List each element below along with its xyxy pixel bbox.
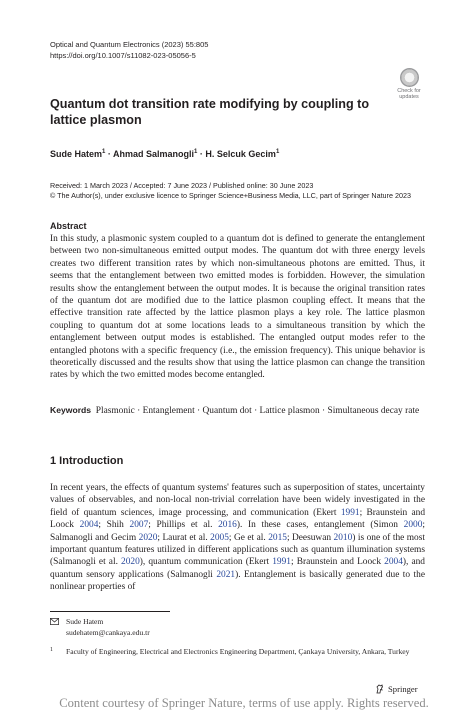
envelope-icon (50, 618, 59, 625)
citation-link[interactable]: 2000 (403, 520, 423, 531)
citation-link[interactable]: 2004 (384, 557, 403, 568)
paper-title: Quantum dot transition rate modifying by coupling to lattice plasmon (50, 97, 370, 127)
author-separator: · (105, 149, 114, 159)
corresponding-author-name: Sude Hatem (66, 617, 104, 626)
intro-text-segment: ; Shih (98, 520, 130, 531)
affiliation-text: Faculty of Engineering, Electrical and Electronics Engineering Department, Çankaya University, Ankara, Turkey (66, 647, 410, 656)
citation-link[interactable]: 2020 (121, 557, 140, 568)
copyright-notice: © The Author(s), under exclusive licence to Springer Science+Business Media, LLC, part of Springer Nature 2023 (50, 191, 411, 200)
author-name[interactable]: Sude Hatem (50, 149, 103, 159)
intro-text-segment: ) is one of the most important quantum features utilized in different applications such as quantum illumination systems (Salmanogli et al. (50, 532, 425, 568)
author-name[interactable]: H. Selcuk Gecim (205, 149, 276, 159)
author-affiliation-mark: 1 (102, 149, 106, 155)
abstract-heading: Abstract (50, 221, 87, 231)
citation-link[interactable]: 2016 (218, 520, 237, 531)
keywords-list: Plasmonic · Entanglement · Quantum dot · Lattice plasmon · Simultaneous decay rate (95, 406, 420, 416)
publication-dates: Received: 1 March 2023 / Accepted: 7 June 2023 / Published online: 30 June 2023 (50, 181, 314, 190)
intro-text-segment: ; Laurat et al. (157, 532, 211, 543)
author-name[interactable]: Ahmad Salmanogli (113, 149, 195, 159)
author-affiliation-mark: 1 (275, 149, 280, 155)
keywords (50, 404, 425, 417)
citation-link[interactable]: 2015 (268, 532, 287, 543)
footnote-divider (50, 611, 170, 612)
citation-link[interactable]: 2004 (79, 520, 99, 531)
intro-text-segment: ), and quantum sensory applications (Salmanogli (50, 557, 425, 580)
intro-text-segment: ; Ge et al. (228, 532, 269, 543)
intro-text-segment: ; Salmanogli and Gecim (50, 520, 425, 543)
affiliation-marker: 1 (50, 647, 53, 653)
citation-link[interactable]: 1991 (340, 507, 360, 518)
check-for-updates-badge[interactable] (393, 68, 425, 102)
doi-link[interactable]: https://doi.org/10.1007/s11082-023-05056-5 (50, 51, 196, 60)
courtesy-watermark: Content courtesy of Springer Nature, terms of use apply. Rights reserved. (59, 696, 429, 710)
citation-link[interactable]: 2007 (129, 520, 149, 531)
keywords-label: Keywords (50, 405, 92, 415)
citation-link[interactable]: 2020 (138, 532, 158, 543)
section-heading-introduction: 1 Introduction (50, 455, 124, 467)
intro-text-segment: ; Braunstein and Loock (290, 557, 385, 568)
intro-text-segment: ). Entanglement is basically generated due to the nonlinear properties of (50, 569, 425, 593)
springer-wordmark: Springer (388, 684, 418, 694)
intro-text-segment: In recent years, the effects of quantum systems' features such as superposition of states, uncertainty values of observables, and non-local non-trivial correlation have been widely investigated in the field of quantum sciences, image processing, and communication (Ekert (50, 483, 425, 518)
author-list (50, 149, 279, 159)
intro-text-segment: ; Braunstein and Loock (50, 507, 426, 531)
abstract-text: In this study, a plasmonic system coupled to a quantum dot is defined to generate the entanglement between two non-simultaneous emitted output modes. The quantum dot with three energy levels creates two different transition rates by which non-simultaneous photons are emitted. Thus, it seems that the entanglement between two emitted modes is forbidden. However, the simulation results show the entanglement between the output modes. It is because the original transition rates of the quantum dot are modified due to the lattice plasmon coupling effect. It means that the effective transition rate affected by the lattice plasmon plays a key role. The lattice plasmon coupling to quantum dot at some locations leads to a simultaneous transition by which the entanglement between output modes is established. The entangled output modes refer to the entangled photons with a specific frequency (i.e., the emission frequency). This unique behavior is theoretically discussed and the results show that using the lattice plasmon can change the transition rates by which the two emitted modes become entangled. (50, 234, 425, 381)
author-separator: · (197, 149, 206, 159)
journal-citation: Optical and Quantum Electronics (2023) 55:805 (50, 40, 209, 49)
springer-logo (375, 684, 418, 694)
citation-link[interactable]: 1991 (272, 557, 291, 568)
author-affiliation-mark: 1 (194, 149, 198, 155)
check-updates-label: Check for updates (397, 88, 421, 100)
intro-text-segment: ; Phillips et al. (148, 520, 219, 531)
citation-link[interactable]: 2021 (216, 569, 236, 580)
corresponding-author-email[interactable]: sudehatem@cankaya.edu.tr (66, 628, 150, 637)
intro-text-segment: ), quantum communication (Ekert (139, 557, 273, 568)
check-updates-icon (400, 68, 419, 87)
intro-text-segment: ). In these cases, entanglement (Simon (236, 520, 404, 531)
springer-horse-icon (375, 684, 385, 694)
citation-link[interactable]: 2005 (210, 532, 229, 543)
citation-link[interactable]: 2010 (333, 532, 353, 543)
intro-text-segment: ; Deesuwan (286, 532, 334, 543)
introduction-paragraph (50, 482, 425, 594)
